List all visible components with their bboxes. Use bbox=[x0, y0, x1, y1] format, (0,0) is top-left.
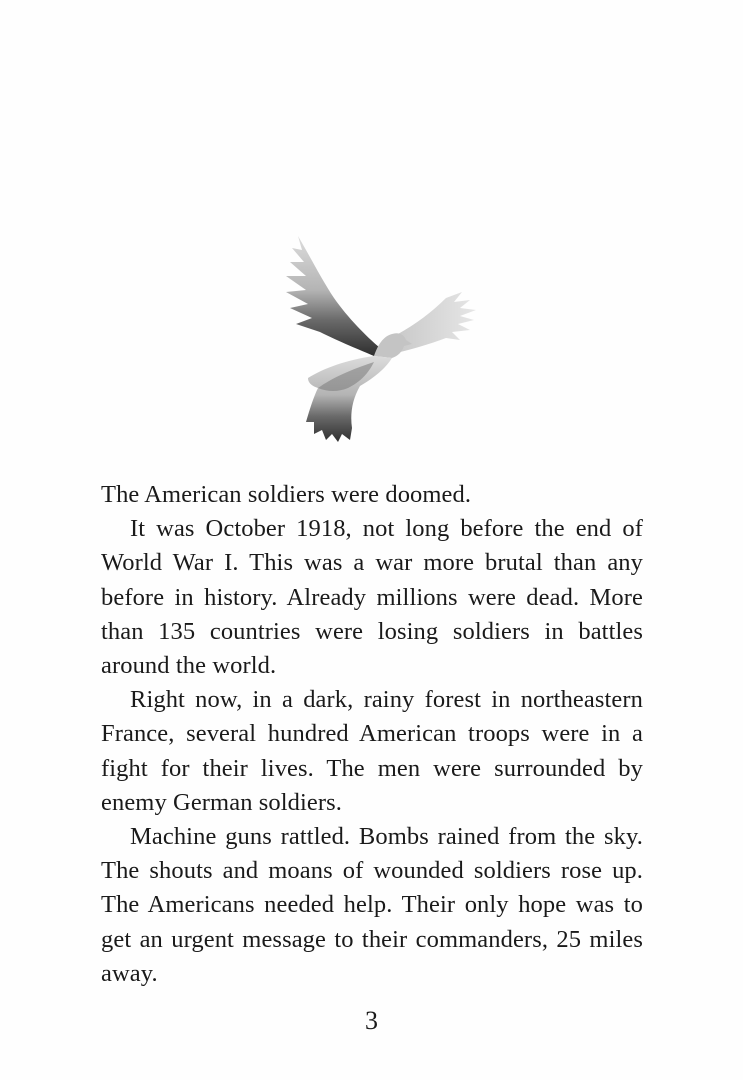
story-text bbox=[101, 478, 643, 991]
paragraph: Machine guns rattled. Bombs rained from the sky. The shouts and moans of wounded soldiers rose up. The Americans needed help. Their only hope was to get an urgent message to their commanders, 25 miles away. bbox=[101, 823, 643, 987]
page-number: 3 bbox=[365, 1006, 378, 1035]
dove-illustration bbox=[270, 228, 484, 446]
paragraph: The American soldiers were doomed. bbox=[101, 481, 472, 508]
dove-icon bbox=[270, 228, 484, 446]
paragraph: It was October 1918, not long before the end of World War I. This was a war more brutal than any before in history. Already millions were dead. More than 135 countries were losing soldiers in battles around the world. bbox=[101, 515, 643, 680]
paragraph: Right now, in a dark, rainy forest in northeastern France, several hundred American troops were in a fight for their lives. The men were surrounded by enemy German soldiers. bbox=[101, 686, 643, 816]
